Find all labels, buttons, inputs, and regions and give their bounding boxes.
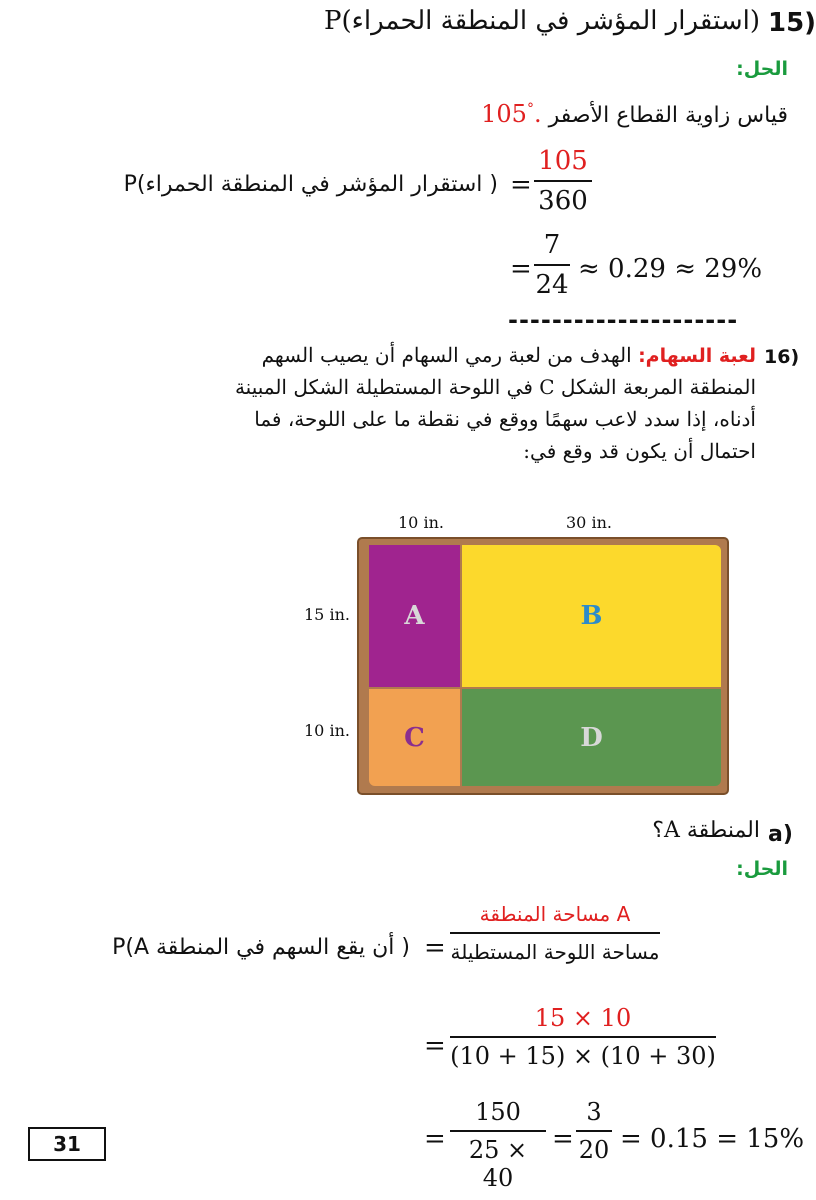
fraction-dimensions	[450, 1004, 716, 1070]
part-a-label: a)	[768, 822, 793, 847]
final-result: = 0.15 = 15%	[620, 1124, 805, 1154]
label-side-10in: 10 in.	[304, 721, 350, 740]
fraction-bar	[450, 932, 660, 934]
question-15-number: 15)	[768, 8, 816, 38]
part-a-question: المنطقة A؟	[652, 818, 760, 843]
angle-value: 105	[481, 100, 527, 128]
fraction-bar	[534, 264, 570, 266]
fraction-denominator: (10 + 15) × (10 + 30)	[450, 1042, 716, 1070]
equals-sign: =	[424, 1124, 446, 1154]
question-16-line-2: المنطقة المربعة الشكل C في اللوحة المستطيلة الشكل المبينة	[234, 375, 756, 399]
question-16-number: 16)	[764, 346, 800, 368]
fraction-numerator: 15 × 10	[534, 1004, 632, 1032]
question-16-line-4: احتمال أن يكون قد وقع في:	[523, 439, 756, 463]
region-d	[462, 689, 721, 786]
dartboard-frame	[357, 537, 729, 795]
topic-label: لعبة السهام:	[638, 345, 756, 367]
question-16-line-3: أدناه، إذا سدد لاعب سهمًا ووقع في نقطة ما على اللوحة، فما	[254, 407, 756, 431]
fraction-3-20	[576, 1098, 612, 1164]
fraction-numerator: 7	[543, 230, 561, 260]
equals-sign: =	[424, 933, 446, 963]
approximation: ≈ 0.29 ≈ 29%	[578, 254, 763, 284]
fraction-105-360	[534, 146, 592, 216]
q15-equation-lhs: ( استقرار المؤشر في المنطقة الحمراء)P	[123, 172, 498, 197]
fraction-bar	[450, 1036, 716, 1038]
solution-label-15: الحل:	[736, 58, 788, 80]
text-line-1: الهدف من لعبة رمي السهام أن يصيب السهم	[261, 343, 632, 367]
region-d-label: D	[580, 722, 603, 753]
angle-text: قياس زاوية القطاع الأصفر	[548, 103, 788, 128]
region-a	[369, 545, 460, 687]
fraction-numerator: 105	[538, 146, 588, 176]
solution-label-a: الحل:	[736, 858, 788, 880]
fraction-denominator: 20	[578, 1136, 610, 1164]
fraction-denominator: مساحة اللوحة المستطيلة	[450, 940, 660, 964]
page-number: 31	[28, 1127, 106, 1161]
fraction-denominator: 24	[535, 270, 569, 300]
label-top-10in: 10 in.	[398, 513, 444, 532]
fraction-bar	[450, 1130, 546, 1132]
fraction-7-24	[534, 230, 570, 300]
angle-value-group: 105°.	[481, 100, 542, 128]
part-a-equation-lhs: ( أن يقع السهم في المنطقة A)P	[112, 935, 410, 960]
fraction-numerator: 3	[586, 1098, 602, 1126]
fraction-area-ratio	[450, 902, 660, 964]
equals-sign: =	[510, 170, 532, 200]
fraction-denominator: 25 × 40	[468, 1136, 528, 1192]
fraction-denominator: 360	[538, 186, 588, 216]
equals-sign: =	[552, 1124, 574, 1154]
region-c-label: C	[404, 722, 425, 753]
equals-sign: =	[424, 1031, 446, 1061]
angle-unit: °	[526, 101, 534, 117]
question-15-title: (استقرار المؤشر في المنطقة الحمراء)P	[323, 6, 760, 36]
fraction-numerator: مساحة المنطقة A	[479, 902, 631, 926]
separator-line: ---------------------	[508, 306, 739, 334]
fraction-bar	[534, 180, 592, 182]
question-16-line-1	[262, 343, 756, 367]
equals-sign: =	[510, 254, 532, 284]
angle-sentence	[481, 100, 788, 128]
fraction-numerator: 150	[475, 1098, 521, 1126]
label-top-30in: 30 in.	[566, 513, 612, 532]
region-b	[462, 545, 721, 687]
label-side-15in: 15 in.	[304, 605, 350, 624]
region-a-label: A	[404, 601, 425, 631]
fraction-150-1000	[450, 1098, 546, 1192]
region-c	[369, 689, 460, 786]
fraction-bar	[576, 1130, 612, 1132]
region-b-label: B	[580, 601, 603, 631]
